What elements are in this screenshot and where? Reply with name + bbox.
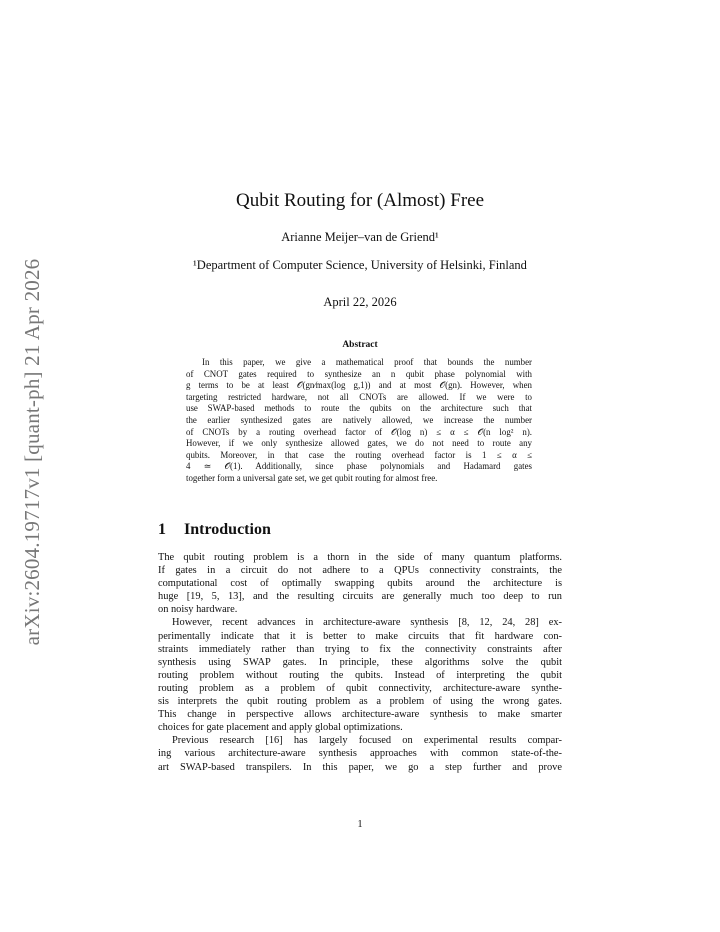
body-line: art SWAP-based transpilers. In this paper, we go a step further and prove [158,761,562,773]
section-number: 1 [158,521,166,538]
abstract-heading: Abstract [342,340,378,350]
abstract-line: In this paper, we give a mathematical proof that bounds the number [202,357,532,367]
arxiv-identifier: arXiv:2604.19717v1 [quant-ph] 21 Apr 2026 [20,258,44,646]
introduction-body [158,551,562,774]
abstract-line: together form a universal gate set, we get qubit routing for almost free. [186,472,438,483]
body-line: huge [19, 5, 13], and the resulting circuits are generally much too deep to run [158,591,562,603]
body-line: on noisy hardware. [158,604,238,616]
body-line: synthesis using SWAP gates. In principle, these algorithms solve the qubit [158,656,562,668]
body-line: ing various architecture-aware synthesis approaches with common state-of-the- [158,748,562,760]
abstract-text [186,357,532,485]
abstract-line: 4 ≃ 𝒪(1). Additionally, since phase polynomials and Hadamard gates [186,461,532,472]
affiliation-line: ¹Department of Computer Science, University of Helsinki, Finland [193,258,527,272]
abstract-line: qubits. Moreover, in that case the routing overhead factor is 1 ≤ α ≤ [186,449,532,460]
body-line: Previous research [16] has largely focused on experimental results compar- [172,735,562,747]
paper-date: April 22, 2026 [323,295,397,309]
body-line: However, recent advances in architecture-aware synthesis [8, 12, 24, 28] ex- [172,617,562,629]
body-line: If gates in a circuit do not adhere to a QPUs connectivity constraints, the [158,565,562,577]
author-line: Arianne Meijer–van de Griend¹ [281,230,439,244]
body-line: computational cost of optimally swapping qubits around the architecture is [158,578,562,590]
body-line: This change in perspective allows architecture-aware synthesis to make smarter [158,709,562,721]
body-line: choices for gate placement and apply global optimizations. [158,722,403,734]
abstract-line: However, if we only synthesize allowed gates, we do not need to route any [186,438,532,449]
abstract-line: of CNOT gates required to synthesize an n qubit phase polynomial with [186,368,532,379]
abstract-line: the earlier synthesized gates are natively allowed, we increase the number [186,414,532,425]
page-number: 1 [357,819,363,830]
body-line: perimentally indicate that it is better to make circuits that fit hardware con- [158,630,562,642]
abstract-line: g terms to be at least 𝒪(gn⁄max(log g,1)) and at most 𝒪(gn). However, when [186,380,532,391]
body-line: sis interprets the qubit routing problem as a problem of using the wrong gates. [158,696,562,708]
abstract-line: targeting restricted hardware, not all CNOTs are allowed. If we were to [186,391,532,402]
body-line: routing problem without routing the qubits. Instead of interpreting the qubit [158,669,562,681]
abstract-line: of CNOTs by a routing overhead factor of 𝒪(log n) ≤ α ≤ 𝒪(n log² n). [186,426,532,437]
abstract-line: use SWAP-based methods to route the qubits on the architecture such that [186,403,532,414]
section-title: Introduction [184,521,271,538]
body-line: straints immediately rather than trying to fix the connectivity constraints after [158,643,562,655]
paper-title: Qubit Routing for (Almost) Free [235,190,485,211]
body-line: routing problem as a problem of qubit connectivity, architecture-aware synthe- [158,682,562,694]
body-line: The qubit routing problem is a thorn in the side of many quantum platforms. [158,552,562,563]
section-heading-introduction [158,521,271,539]
